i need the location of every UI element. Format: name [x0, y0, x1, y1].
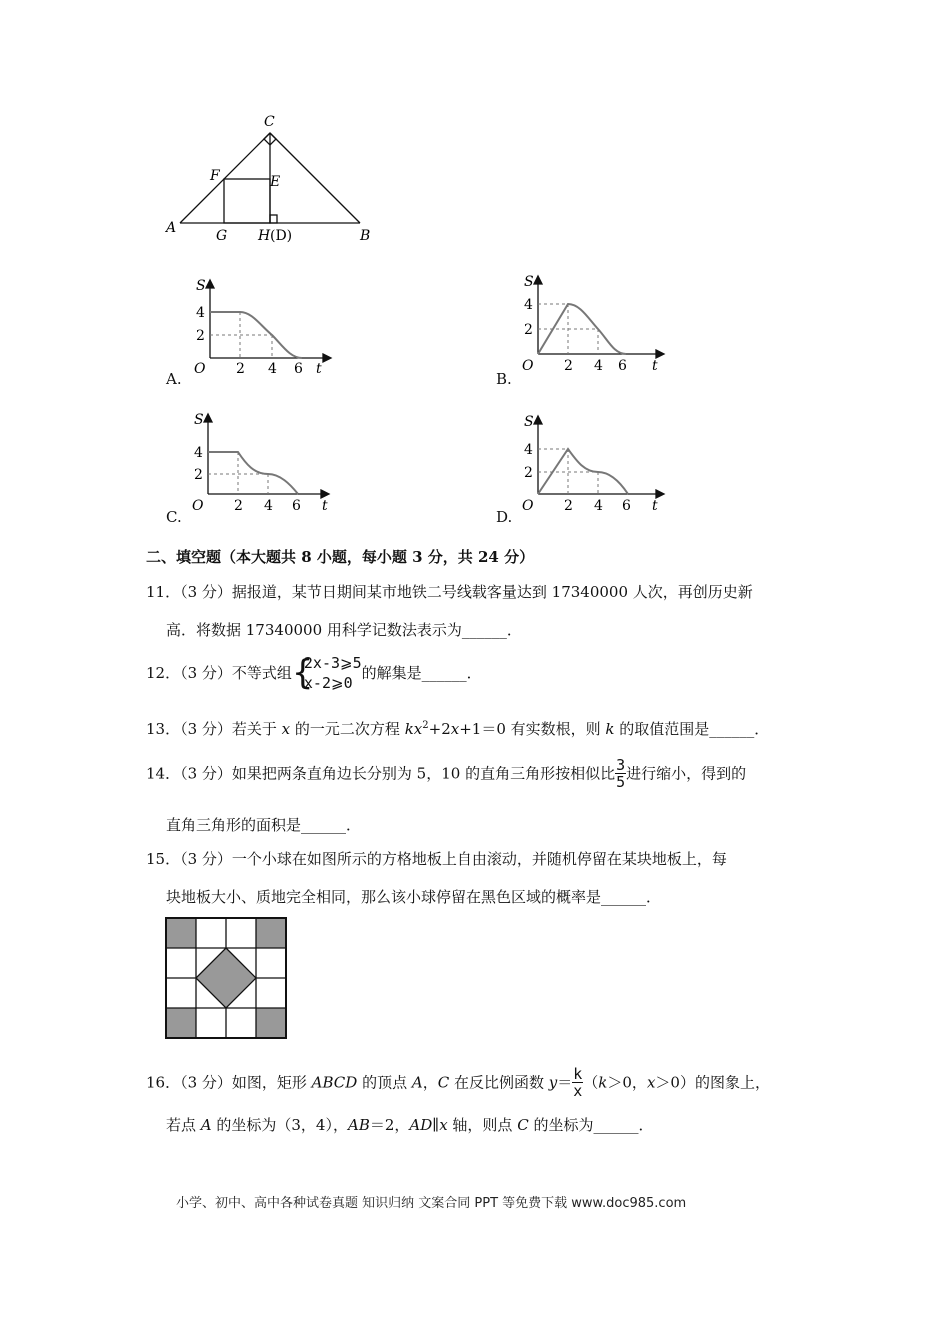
q15-end: ．	[646, 888, 662, 906]
graph-d-origin: O	[522, 498, 534, 514]
q16-line1	[146, 1066, 770, 1099]
q16-text-2: 的顶点	[357, 1073, 412, 1092]
graph-b-x4: 4	[594, 358, 603, 374]
q13-text-4: +1＝0 有实数根，则	[459, 720, 606, 738]
tile-floor-figure	[164, 916, 288, 1040]
label-h: H	[258, 228, 271, 244]
graph-option-d[interactable]	[514, 404, 674, 516]
q14-line1	[146, 757, 746, 790]
graph-b-tick-2: 2	[524, 322, 533, 338]
q15-text: 块地板大小、质地完全相同，那么该小球停留在黑色区域的概率是	[166, 888, 602, 906]
q11-text: 高．将数据 17340000 用科学记数法表示为	[166, 621, 462, 639]
q16-line2	[166, 1115, 653, 1135]
graph-d-t: t	[652, 498, 658, 514]
label-c: C	[264, 114, 275, 130]
q16-var-y: y	[548, 1073, 558, 1092]
graph-option-a[interactable]	[190, 270, 340, 382]
q13-var-x2: x	[413, 720, 423, 738]
graph-d-tick-2: 2	[524, 465, 533, 481]
graph-c-s: S	[194, 412, 204, 428]
q11-end: ．	[506, 621, 522, 639]
q12-end: ．	[466, 664, 482, 682]
q16-text-3: ，	[422, 1073, 438, 1092]
q11-blank[interactable]: ______	[461, 621, 507, 639]
graph-c-tick-2: 2	[194, 467, 203, 483]
q13-text-2: 的一元二次方程	[290, 720, 405, 738]
q16-text-10: ＝2，	[369, 1116, 410, 1134]
q13	[146, 716, 769, 739]
q13-text-1: 13．（3 分）若关于	[146, 720, 282, 738]
q16-end: ．	[638, 1116, 654, 1134]
label-g: G	[216, 228, 228, 244]
q16-text-5: （	[583, 1073, 599, 1092]
graph-d-x6: 6	[622, 498, 631, 514]
q13-text-3: +2	[428, 720, 451, 738]
graph-a-x4: 4	[268, 361, 277, 377]
q16-equals: ＝	[557, 1073, 573, 1092]
graph-a-x2: 2	[236, 361, 245, 377]
graph-b-tick-4: 4	[524, 297, 533, 313]
q16-text-7: ＞0）的图象上，	[655, 1073, 770, 1092]
q16-text-8: 若点	[166, 1116, 201, 1134]
q13-text-5: 的取值范围是	[614, 720, 710, 738]
q16-point-c: C	[437, 1073, 450, 1092]
label-b: B	[360, 228, 371, 244]
q12-inequality-system	[292, 653, 362, 693]
graph-b-x2: 2	[564, 358, 573, 374]
option-a-letter[interactable]: A.	[166, 370, 182, 388]
graph-b-origin: O	[522, 358, 534, 374]
triangle-figure	[160, 108, 380, 248]
q12-blank[interactable]: ______	[421, 664, 467, 682]
q12	[146, 653, 482, 693]
graph-b-t: t	[652, 358, 658, 374]
graph-d-x4: 4	[594, 498, 603, 514]
q16-var-x2: x	[439, 1116, 448, 1134]
q11-line1: 11．（3 分）据报道，某节日期间某市地铁二号线载客量达到 17340000 人次，再创历史新	[146, 583, 753, 601]
q16-ab: AB	[347, 1116, 370, 1134]
q12-ineq1: 2x-3⩾5	[303, 654, 362, 672]
graph-c-tick-4: 4	[194, 445, 203, 461]
graph-a-t: t	[316, 361, 322, 377]
q13-end: ．	[754, 720, 770, 738]
q13-var-k: k	[404, 720, 414, 738]
q14-text-1: 14．（3 分）如果把两条直角边长分别为 5，10 的直角三角形按相似比	[146, 764, 616, 783]
q16-point-a2: A	[200, 1116, 212, 1134]
q16-var-k: k	[598, 1073, 608, 1092]
option-d-letter[interactable]: D.	[496, 508, 513, 526]
q16-text-4: 在反比例函数	[449, 1073, 549, 1092]
q15-line2	[166, 887, 661, 907]
label-d: (D)	[270, 228, 293, 244]
q13-var-x3: x	[450, 720, 460, 738]
label-e: E	[270, 174, 281, 190]
q16-frac-num: k	[573, 1065, 583, 1083]
q13-exponent: 2	[422, 720, 429, 731]
graph-d-s: S	[524, 414, 534, 430]
q12-ineq2: x-2⩾0	[303, 674, 353, 692]
q14-line2	[166, 815, 361, 835]
q16-text-12: 的坐标为	[528, 1116, 594, 1134]
q15-line1: 15．（3 分）一个小球在如图所示的方格地板上自由滚动，并随机停留在某块地板上，每	[146, 850, 727, 868]
graph-c-x4: 4	[264, 498, 273, 514]
graph-a-x6: 6	[294, 361, 303, 377]
graph-option-c[interactable]	[188, 404, 338, 516]
q16-point-c2: C	[517, 1116, 529, 1134]
brace-icon: {	[291, 653, 314, 693]
label-a: A	[166, 220, 177, 236]
label-f: F	[210, 168, 220, 184]
q16-k-over-x-fraction	[572, 1066, 583, 1099]
graph-d-tick-4: 4	[524, 442, 533, 458]
q16-point-a: A	[411, 1073, 423, 1092]
q14-text-2: 进行缩小，得到的	[626, 764, 747, 783]
q12-prefix: 12．（3 分）不等式组	[146, 664, 292, 682]
q13-blank[interactable]: ______	[709, 720, 755, 738]
q16-ad: AD	[409, 1116, 433, 1134]
q12-suffix: 的解集是	[361, 664, 422, 682]
q16-abcd: ABCD	[311, 1073, 358, 1092]
q14-text-3: 直角三角形的面积是	[166, 816, 302, 834]
graph-a-origin: O	[194, 361, 206, 377]
q16-blank[interactable]: ______	[593, 1116, 639, 1134]
q16-text-9: 的坐标为（3，4），	[211, 1116, 348, 1134]
graph-c-x6: 6	[292, 498, 301, 514]
graph-b-x6: 6	[618, 358, 627, 374]
q13-var-x: x	[281, 720, 291, 738]
q11-line2	[166, 620, 522, 640]
graph-c-t: t	[322, 498, 328, 514]
section-title: 二、填空题（本大题共 8 小题，每小题 3 分，共 24 分）	[146, 548, 535, 566]
graph-d-x2: 2	[564, 498, 573, 514]
q16-parallel: ∥	[432, 1116, 440, 1134]
q14-frac-den: 5	[616, 773, 626, 791]
graph-option-b[interactable]	[514, 268, 674, 380]
q16-text-6: ＞0，	[607, 1073, 647, 1092]
graph-c-x2: 2	[234, 498, 243, 514]
q16-text-1: 16．（3 分）如图，矩形	[146, 1073, 312, 1092]
option-b-letter[interactable]: B.	[496, 370, 512, 388]
q14-frac-num: 3	[616, 756, 626, 774]
q14-ratio-fraction	[615, 757, 626, 790]
graph-a-tick-2: 2	[196, 328, 205, 344]
graph-b-s: S	[524, 274, 534, 290]
graph-c-origin: O	[192, 498, 204, 514]
q16-var-x: x	[646, 1073, 656, 1092]
option-c-letter[interactable]: C.	[166, 508, 182, 526]
graph-a-s: S	[196, 278, 206, 294]
footer-text[interactable]: 小学、初中、高中各种试卷真题 知识归纳 文案合同 PPT 等免费下载 www.doc985.com	[176, 1196, 687, 1211]
q13-var-k2: k	[605, 720, 615, 738]
graph-a-tick-4: 4	[196, 305, 205, 321]
q14-blank[interactable]: ______	[301, 816, 347, 834]
q14-end: ．	[346, 816, 362, 834]
q16-text-11: 轴，则点	[447, 1116, 518, 1134]
q15-blank[interactable]: ______	[601, 888, 647, 906]
q16-frac-den: x	[573, 1082, 583, 1100]
